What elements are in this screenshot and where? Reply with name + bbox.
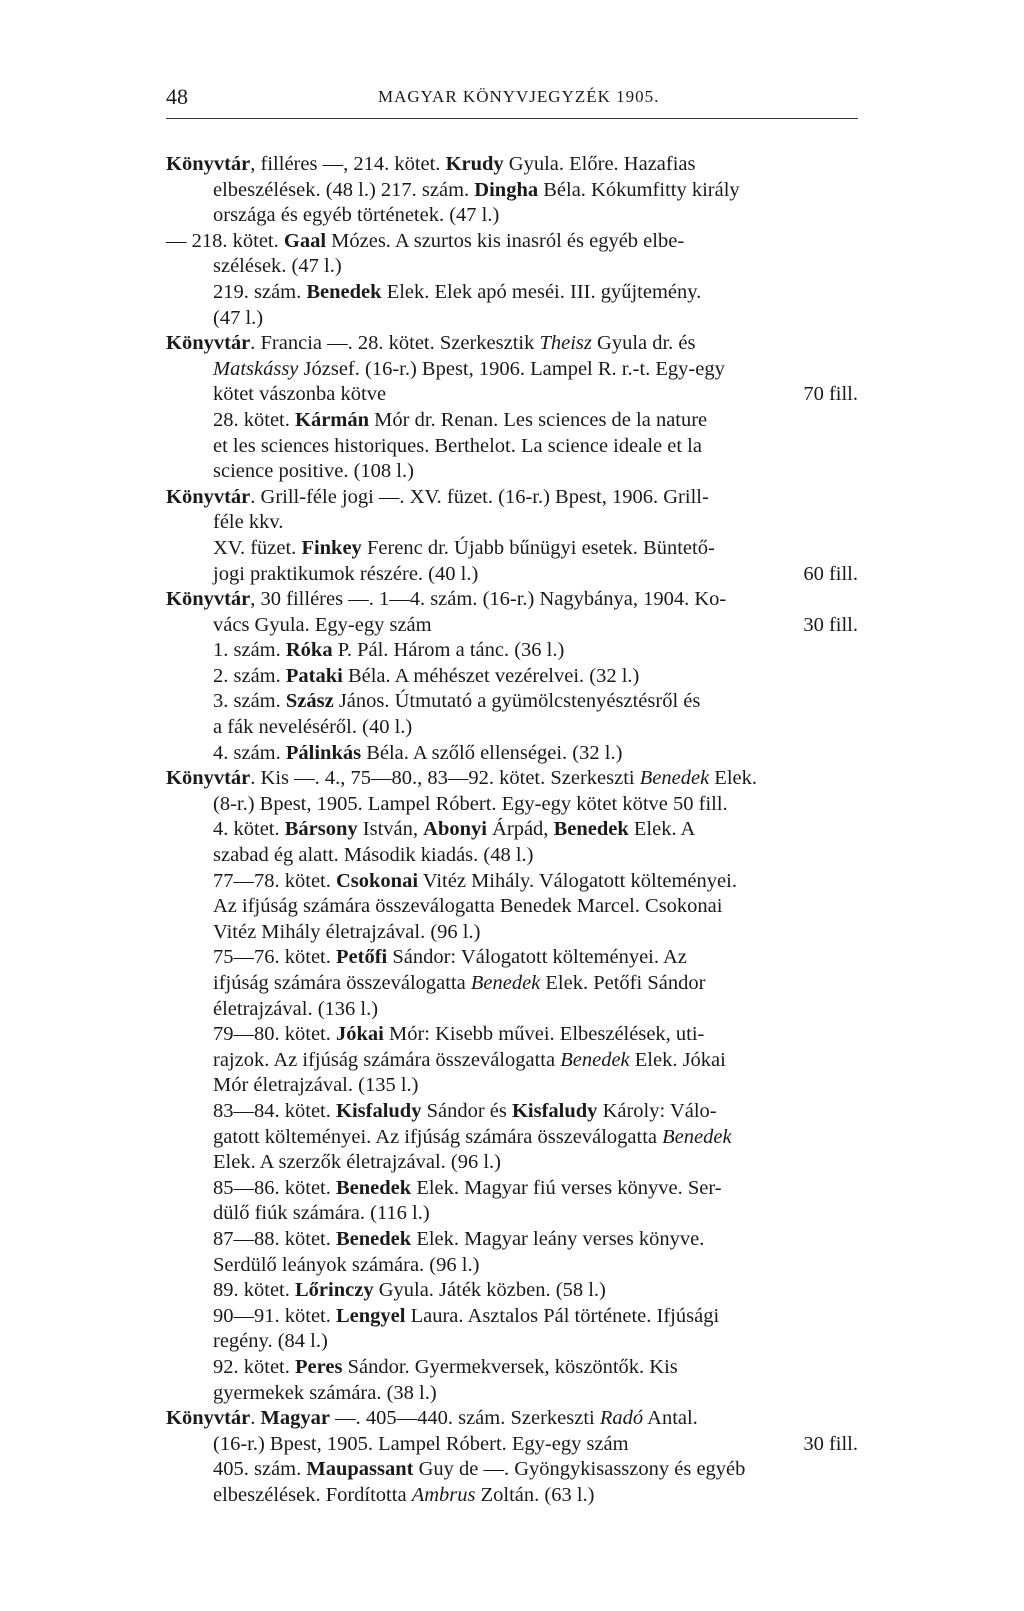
author-name: Peres: [295, 1355, 343, 1378]
entry-line: [166, 894, 858, 920]
entry-text: Mór életrajzával. (135 l.): [213, 1074, 419, 1097]
entry-text: Béla. A méhészet vezérelvei. (32 l.): [342, 664, 640, 687]
author-name: Finkey: [301, 536, 362, 559]
entry-text: Mór: Kisebb művei. Elbeszélések, uti-: [383, 1023, 705, 1046]
entry-price: 30 fill.: [803, 1432, 858, 1455]
entry-text: Ferenc dr. Újabb bűnügyi esetek. Büntető-: [361, 536, 715, 559]
entry-line: [166, 434, 858, 460]
entry-text: , filléres —, 214. kötet.: [250, 153, 446, 175]
entry-text: 1. szám.: [213, 639, 286, 662]
entry-line: [166, 1432, 858, 1458]
catalog-entries: [166, 152, 858, 1508]
entry-line: [166, 997, 858, 1023]
entry-text: szélések. (47 l.): [213, 255, 342, 278]
entry-line: [166, 1304, 858, 1330]
editor-name: Benedek: [470, 972, 541, 994]
entry-text: vács Gyula. Egy-egy szám: [213, 613, 432, 636]
entry-text: Sándor. Gyermekversek, köszöntők. Kis: [342, 1355, 678, 1378]
entry-text: Károly: Válo-: [597, 1099, 717, 1122]
author-name: Könyvtár: [166, 153, 251, 175]
entry-line: [166, 971, 858, 997]
running-title: MAGYAR KÖNYVJEGYZÉK 1905.: [378, 87, 660, 106]
entry-text: István,: [357, 818, 424, 841]
entry-text: 405. szám.: [213, 1458, 307, 1481]
entry-text: Gyula. Játék közben. (58 l.): [373, 1279, 606, 1302]
entry-line: [166, 689, 858, 715]
editor-name: Benedek: [639, 767, 710, 790]
author-name: Gaal: [283, 229, 327, 252]
entry-line: [166, 766, 858, 792]
editor-name: Radó: [599, 1407, 644, 1430]
entry-text: József. (16-r.) Bpest, 1906. Lampel R. r.-t. Egy-egy: [298, 357, 725, 380]
author-name: Kisfaludy: [336, 1099, 422, 1122]
entry-line: [166, 613, 858, 639]
entry-text: Zoltán. (63 l.): [475, 1483, 595, 1506]
entry-line: [166, 459, 858, 485]
entry-text: 87—88. kötet.: [213, 1227, 336, 1250]
author-name: Krudy: [445, 153, 504, 175]
author-name: Magyar: [260, 1407, 330, 1430]
entry-text: , 30 filléres —. 1—4. szám. (16-r.) Nagybánya, 1904. Ko-: [250, 588, 727, 611]
author-name: Könyvtár: [166, 485, 251, 508]
entry-text: 2. szám.: [213, 664, 286, 687]
entry-text: 3. szám.: [213, 690, 286, 713]
entry-text: szabad ég alatt. Második kiadás. (48 l.): [213, 844, 534, 867]
entry-text: jogi praktikumok részére. (40 l.): [213, 562, 479, 585]
author-name: Benedek: [336, 1227, 412, 1250]
entry-text: Árpád,: [486, 818, 554, 841]
entry-text: Elek. Magyar leány verses könyve.: [411, 1227, 705, 1250]
entry-text: —. 405—440. szám. Szerkeszti: [329, 1407, 600, 1430]
entry-text: Az ifjúság számára összeválogatta Benedek Marcel. Csokonai: [213, 895, 723, 918]
entry-line: [166, 562, 858, 588]
page-number: 48: [166, 84, 188, 109]
entry-text: 90—91. kötet.: [213, 1304, 336, 1327]
entry-line: [166, 638, 858, 664]
entry-text: (16-r.) Bpest, 1905. Lampel Róbert. Egy-egy szám: [213, 1432, 629, 1455]
entry-text: Elek.: [709, 767, 757, 790]
author-name: Benedek: [336, 1176, 412, 1199]
entry-text: Mózes. A szurtos kis inasról és egyéb elbe-: [326, 229, 685, 252]
entry-text: . Kis —. 4., 75—80., 83—92. kötet. Szerkeszti: [250, 767, 640, 790]
entry-text: gatott költeményei. Az ifjúság számára összeválogatta: [213, 1125, 663, 1148]
entry-line: [166, 1099, 858, 1125]
entry-line: [166, 331, 858, 357]
entry-text: elbeszélések. (48 l.) 217. szám.: [213, 178, 475, 201]
entry-line: [166, 715, 858, 741]
author-name: Petőfi: [336, 946, 388, 969]
entry-line: [166, 382, 858, 408]
author-name: Dingha: [474, 178, 539, 201]
author-name: Pálinkás: [285, 741, 362, 764]
author-name: Benedek: [553, 818, 629, 841]
entry-line: [166, 306, 858, 332]
entry-text: (8-r.) Bpest, 1905. Lampel Róbert. Egy-egy kötet kötve 50 fill.: [213, 792, 728, 815]
entry-line: [166, 485, 858, 511]
entry-line: [166, 1150, 858, 1176]
entry-line: [166, 536, 858, 562]
editor-name: Matskássy: [213, 357, 299, 380]
entry-text: a fák neveléséről. (40 l.): [213, 716, 413, 739]
entry-line: [166, 203, 858, 229]
entry-text: P. Pál. Három a tánc. (36 l.): [332, 639, 565, 662]
author-name: Jókai: [336, 1023, 384, 1046]
entry-line: [166, 510, 858, 536]
entry-text: 92. kötet.: [213, 1355, 295, 1378]
entry-text: féle kkv.: [213, 511, 284, 534]
entry-text: Gyula dr. és: [591, 332, 696, 355]
entry-line: [166, 178, 858, 204]
entry-text: 219. szám.: [213, 280, 307, 303]
entry-text: Béla. A szőlő ellenségei. (32 l.): [361, 741, 623, 764]
entry-text: Elek. Jókai: [629, 1048, 726, 1071]
entry-text: . Grill-féle jogi —. XV. füzet. (16-r.) Bpest, 1906. Grill-: [250, 485, 709, 508]
entry-text: regény. (84 l.): [213, 1330, 328, 1353]
author-name: Lengyel: [336, 1304, 406, 1327]
entry-text: Sándor és: [421, 1099, 512, 1122]
entry-text: Sándor: Válogatott költeményei. Az: [387, 946, 687, 969]
entry-text: Elek. Elek apó meséi. III. gyűjtemény.: [381, 280, 702, 303]
editor-name: Theisz: [539, 332, 592, 355]
entry-line: [166, 817, 858, 843]
author-name: Maupassant: [306, 1458, 414, 1481]
entry-text: — 218. kötet.: [166, 229, 284, 252]
entry-line: [166, 1278, 858, 1304]
author-name: Szász: [285, 690, 334, 713]
entry-text: 75—76. kötet.: [213, 946, 336, 969]
entry-text: Guy de —. Gyöngykisasszony és egyéb: [413, 1458, 746, 1481]
author-name: Kármán: [295, 408, 370, 431]
entry-text: .: [250, 1407, 261, 1430]
author-name: Csokonai: [336, 869, 419, 892]
entry-line: [166, 1253, 858, 1279]
entry-text: 89. kötet.: [213, 1279, 295, 1302]
entry-text: science positive. (108 l.): [213, 460, 414, 483]
entry-text: Mór dr. Renan. Les sciences de la nature: [369, 408, 708, 431]
author-name: Könyvtár: [166, 1407, 251, 1430]
entry-line: [166, 1406, 858, 1432]
entry-line: [166, 1125, 858, 1151]
entry-text: dülő fiúk számára. (116 l.): [213, 1202, 430, 1225]
author-name: Lőrinczy: [295, 1279, 374, 1302]
entry-text: kötet vászonba kötve: [213, 383, 387, 406]
entry-line: [166, 280, 858, 306]
entry-line: [166, 1457, 858, 1483]
entry-line: [166, 1073, 858, 1099]
entry-line: [166, 408, 858, 434]
entry-text: Serdülő leányok számára. (96 l.): [213, 1253, 480, 1276]
entry-line: [166, 869, 858, 895]
entry-text: országa és egyéb történetek. (47 l.): [213, 204, 500, 227]
entry-text: rajzok. Az ifjúság számára összeválogatta: [213, 1048, 561, 1071]
editor-name: Benedek: [662, 1125, 732, 1148]
entry-text: 79—80. kötet.: [213, 1023, 336, 1046]
entry-line: [166, 1381, 858, 1407]
entry-text: ifjúság számára összeválogatta: [213, 972, 471, 994]
entry-text: 85—86. kötet.: [213, 1176, 336, 1199]
author-name: Abonyi: [423, 818, 487, 841]
entry-text: . Francia —. 28. kötet. Szerkesztik: [250, 332, 540, 355]
entry-line: [166, 1355, 858, 1381]
entry-line: [166, 229, 858, 255]
editor-name: Ambrus: [411, 1483, 476, 1506]
entry-line: [166, 945, 858, 971]
author-name: Könyvtár: [166, 332, 251, 355]
entry-line: [166, 357, 858, 383]
entry-text: Laura. Asztalos Pál története. Ifjúsági: [405, 1304, 720, 1327]
author-name: Bársony: [284, 818, 358, 841]
header-rule: [166, 118, 858, 119]
author-name: Róka: [285, 639, 333, 662]
entry-line: [166, 792, 858, 818]
entry-line: [166, 664, 858, 690]
entry-text: (47 l.): [213, 306, 264, 329]
entry-line: [166, 254, 858, 280]
entry-text: Béla. Kókumfitty király: [538, 178, 740, 201]
entry-price: 60 fill.: [803, 562, 858, 585]
entry-text: Gyula. Előre. Hazafias: [503, 153, 696, 175]
entry-text: Elek. Magyar fiú verses könyve. Ser-: [411, 1176, 722, 1199]
entry-line: [166, 1329, 858, 1355]
page-header: [166, 84, 858, 118]
author-name: Könyvtár: [166, 588, 251, 611]
entry-text: gyermekek számára. (38 l.): [213, 1381, 437, 1404]
entry-price: 70 fill.: [803, 383, 858, 406]
entry-line: [166, 1022, 858, 1048]
entry-text: Vitéz Mihály életrajzával. (96 l.): [213, 920, 481, 943]
entry-text: Vitéz Mihály. Válogatott költeményei.: [418, 869, 737, 892]
entry-line: [166, 1483, 858, 1509]
entry-text: 77—78. kötet.: [213, 869, 336, 892]
author-name: Könyvtár: [166, 767, 251, 790]
entry-line: [166, 1201, 858, 1227]
entry-text: 4. kötet.: [213, 818, 285, 841]
author-name: Kisfaludy: [511, 1099, 598, 1122]
entry-text: Antal.: [643, 1407, 698, 1430]
entry-text: életrajzával. (136 l.): [213, 997, 379, 1020]
entry-text: Elek. Petőfi Sándor: [540, 972, 706, 994]
entry-line: [166, 152, 858, 178]
entry-text: elbeszélések. Fordította: [213, 1483, 412, 1506]
entry-text: Elek. A szerzők életrajzával. (96 l.): [213, 1151, 502, 1174]
author-name: Pataki: [285, 664, 343, 687]
entry-line: [166, 1176, 858, 1202]
entry-line: [166, 741, 858, 767]
entry-text: 4. szám.: [213, 741, 286, 764]
entry-text: 28. kötet.: [213, 408, 295, 431]
entry-line: [166, 1048, 858, 1074]
author-name: Benedek: [306, 280, 382, 303]
editor-name: Benedek: [560, 1048, 630, 1071]
entry-line: [166, 587, 858, 613]
entry-text: et les sciences historiques. Berthelot. La science ideale et la: [213, 434, 702, 457]
entry-text: 83—84. kötet.: [213, 1099, 336, 1122]
entry-text: Elek. A: [628, 818, 696, 841]
entry-text: XV. füzet.: [213, 536, 302, 559]
entry-line: [166, 920, 858, 946]
entry-line: [166, 1227, 858, 1253]
entry-line: [166, 843, 858, 869]
entry-price: 30 fill.: [803, 613, 858, 636]
entry-text: János. Útmutató a gyümölcstenyésztésről és: [333, 690, 701, 713]
